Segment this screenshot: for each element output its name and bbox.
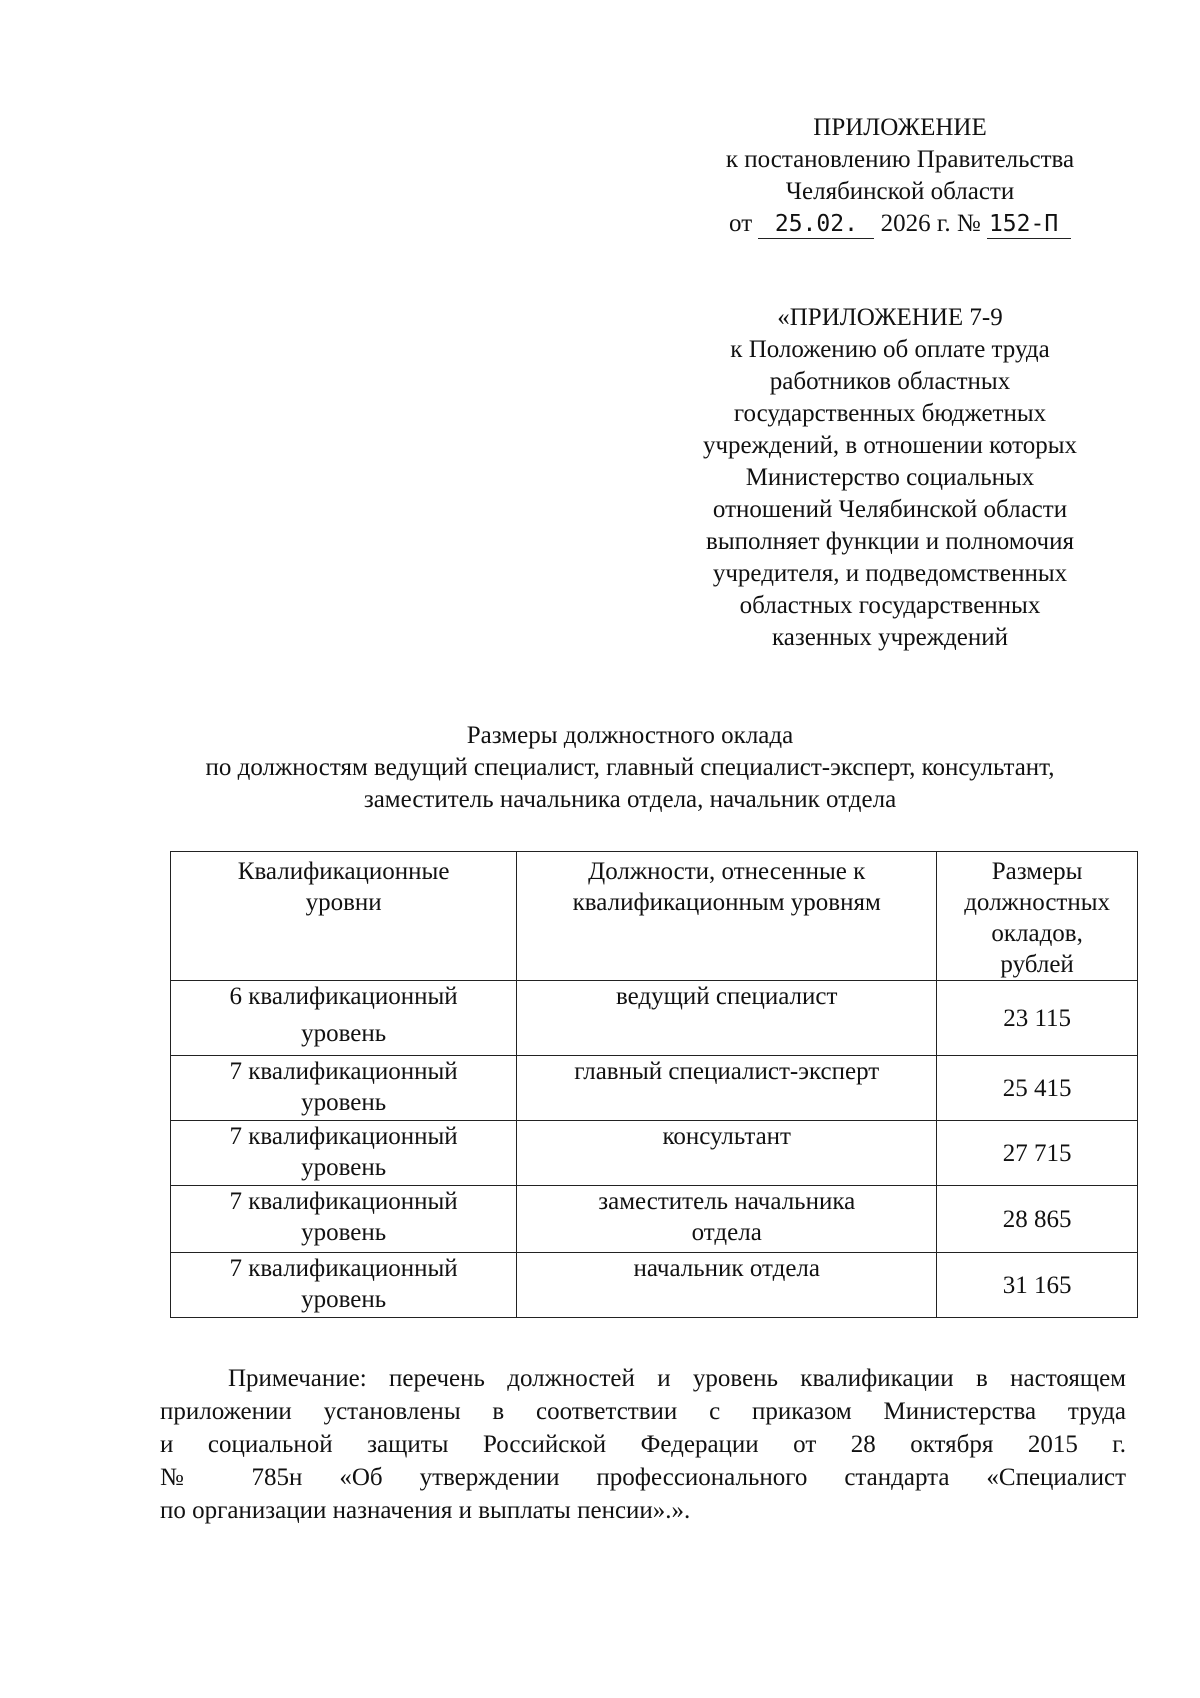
table-row: [171, 1121, 1138, 1186]
title-line: по должностям ведущий специалист, главный специалист-эксперт, консультант,: [205, 754, 1055, 781]
note-paragraph: [160, 1362, 1126, 1527]
level-text: уровень: [301, 1219, 387, 1246]
resolution-header: [680, 112, 1120, 240]
table-header-row: [171, 852, 1138, 981]
position-text: ведущий специалист: [616, 983, 838, 1010]
level-cell: [171, 1186, 517, 1253]
position-cell: [517, 981, 937, 1056]
level-text: 7 квалификационный: [229, 1255, 458, 1282]
header-qualification-levels: [171, 852, 517, 981]
level-text: 7 квалификационный: [229, 1188, 458, 1215]
header-line-1: к постановлению Правительства: [725, 146, 1075, 173]
date-year: 2026 г. №: [880, 210, 981, 237]
level-cell: [171, 1253, 517, 1318]
level-cell: [171, 981, 517, 1056]
header-text: должностных: [964, 889, 1111, 916]
header-text: уровни: [305, 889, 382, 916]
level-cell: [171, 1056, 517, 1121]
date-prefix: от: [729, 210, 753, 237]
position-cell: [517, 1056, 937, 1121]
note-line: по организации назначения и выплаты пенсии».».: [160, 1497, 691, 1524]
position-text: главный специалист-эксперт: [574, 1058, 880, 1085]
note-line: приложении установлены в соответствии с приказом Министерства труда: [160, 1398, 1126, 1425]
position-cell: [517, 1121, 937, 1186]
amount-cell: 31 165: [937, 1253, 1138, 1318]
amount-cell: 25 415: [937, 1056, 1138, 1121]
salary-table: [170, 851, 1138, 1318]
resolution-date-line: [680, 208, 1120, 240]
header-text: Размеры: [991, 858, 1083, 885]
appendix-line: работников областных: [769, 368, 1011, 395]
position-text: заместитель начальника: [598, 1188, 856, 1215]
appendix-line: казенных учреждений: [771, 624, 1009, 651]
table-row: [171, 1253, 1138, 1318]
header-salary: [937, 852, 1138, 981]
title-line: Размеры должностного оклада: [466, 722, 794, 749]
position-text: консультант: [662, 1123, 791, 1150]
amount-cell: 27 715: [937, 1121, 1138, 1186]
position-cell: [517, 1186, 937, 1253]
appendix-line: учредителя, и подведомственных: [712, 560, 1068, 587]
table-row: [171, 981, 1138, 1056]
position-cell: [517, 1253, 937, 1318]
appendix-line: государственных бюджетных: [733, 400, 1047, 427]
appendix-line: к Положению об оплате труда: [730, 336, 1050, 363]
level-text: уровень: [301, 1286, 387, 1313]
appendix-label: ПРИЛОЖЕНИЕ: [813, 114, 987, 141]
appendix-line: «ПРИЛОЖЕНИЕ 7-9: [777, 304, 1003, 331]
position-text: отдела: [691, 1219, 762, 1246]
table-row: [171, 1186, 1138, 1253]
header-line-2: Челябинской области: [785, 178, 1015, 205]
header-text: квалификационным уровням: [572, 889, 881, 916]
level-text: 6 квалификационный: [229, 983, 458, 1010]
amount-cell: 28 865: [937, 1186, 1138, 1253]
appendix-line: областных государственных: [739, 592, 1041, 619]
appendix-line: Министерство социальных: [745, 464, 1035, 491]
level-text: уровень: [301, 1020, 387, 1047]
level-text: 7 квалификационный: [229, 1123, 458, 1150]
amount-cell: 23 115: [937, 981, 1138, 1056]
note-line: № 785н «Об утверждении профессионального стандарта «Специалист: [160, 1464, 1126, 1491]
header-text: окладов,: [991, 920, 1083, 947]
title-line: заместитель начальника отдела, начальник отдела: [363, 786, 897, 813]
resolution-number: 152-П: [987, 210, 1071, 239]
appendix-line: учреждений, в отношении которых: [702, 432, 1078, 459]
level-text: уровень: [301, 1089, 387, 1116]
note-line: Примечание: перечень должностей и уровень квалификации в настоящем: [228, 1365, 1126, 1392]
table-row: [171, 1056, 1138, 1121]
level-text: уровень: [301, 1154, 387, 1181]
header-text: Квалификационные: [237, 858, 450, 885]
level-cell: [171, 1121, 517, 1186]
resolution-date: 25.02.: [758, 210, 874, 239]
header-text: Должности, отнесенные к: [588, 858, 866, 885]
document-title: [120, 720, 1140, 816]
note-line: и социальной защиты Российской Федерации от 28 октября 2015 г.: [160, 1431, 1126, 1458]
appendix-7-9-header: [660, 302, 1120, 654]
appendix-line: отношений Челябинской области: [712, 496, 1068, 523]
position-text: начальник отдела: [633, 1255, 820, 1282]
header-text: рублей: [1000, 951, 1074, 978]
header-positions: [517, 852, 937, 981]
level-text: 7 квалификационный: [229, 1058, 458, 1085]
appendix-line: выполняет функции и полномочия: [706, 528, 1074, 555]
